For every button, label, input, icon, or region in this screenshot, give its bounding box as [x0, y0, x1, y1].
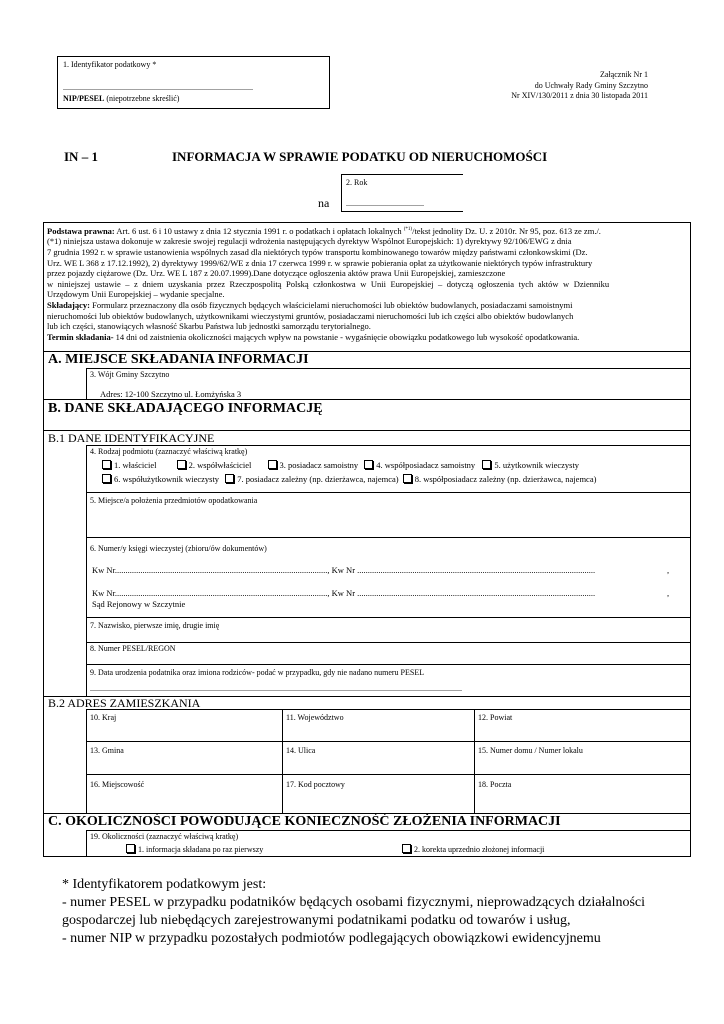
attachment-note	[511, 70, 648, 102]
circumstance-option-2[interactable]	[402, 844, 544, 855]
b1-title: B.1 DANE IDENTYFIKACYJNE	[48, 431, 215, 445]
subject-label-4: 4. współposiadacz samoistny	[376, 460, 476, 470]
circumstance-label-2: 2. korekta uprzednio złożonej informacji	[414, 845, 545, 854]
subject-label-5: 5. użytkownik wieczysty	[494, 460, 580, 470]
checkbox-icon[interactable]	[126, 844, 135, 853]
attachment-line1: Załącznik Nr 1	[600, 70, 648, 79]
nip-pesel-text: NIP/PESEL	[63, 94, 105, 103]
identifier-box	[57, 56, 330, 109]
checkbox-icon[interactable]	[102, 460, 111, 469]
filers-text1: Formularz przeznaczony dla osób fizycznych będących właścicielami nieruchomości lub obiektów budowlanych, posiadaczami samoistnymi	[89, 299, 573, 310]
deadline-line	[47, 332, 689, 343]
subject-label-8: 8. współposiadacz zależny (np. dzierżawca, najemca)	[414, 474, 597, 484]
subject-option-8[interactable]	[403, 474, 597, 484]
legal-line4: Urz. WE L 368 z 17.12.1992), 2) dyrektywy 1999/62/WE z dnia 17 czerwca 1999 r. w sprawie pobierania opłat za użytkowanie niektórych typów infrastruktury	[47, 257, 593, 268]
field8-label: 8. Numer PESEL/REGON	[90, 644, 176, 653]
kw-row-2-end: ,	[667, 588, 670, 598]
b2-title: B.2 ADRES ZAMIESZKANIA	[48, 696, 201, 710]
legal-line2: (*1) niniejsza ustawa dokonuje w zakresie swojej regulacji wdrożenia następujących dyrektyw Wspólnot Europejskich: 1) dyrektywy 92/106/EWG z dnia	[47, 236, 572, 247]
section-c-title: C. OKOLICZNOŚCI POWODUJĄCE KONIECZNOŚĆ ZŁOŻENIA INFORMACJI	[48, 814, 561, 829]
b2-row-line-1	[86, 741, 691, 742]
subject-label-7: 7. posiadacz zależny (np. dzierżawca, najemca)	[237, 474, 399, 484]
checkbox-icon[interactable]	[268, 460, 277, 469]
year-na: na	[318, 196, 330, 210]
year-top-line	[341, 174, 463, 175]
field5-input[interactable]	[88, 506, 688, 536]
field3-address: Adres: 12-100 Szczytno ul. Łomżyńska 3	[100, 389, 242, 399]
field7-label: 7. Nazwisko, pierwsze imię, drugie imię	[90, 621, 220, 630]
section-a-title: A. MIEJSCE SKŁADANIA INFORMACJI	[48, 352, 309, 367]
field7-bottom	[86, 642, 691, 643]
section-c-bottom	[86, 830, 691, 831]
deadline-text: 14 dni od zaistnienia okoliczności mających wpływ na powstanie - wygaśnięcie obowiązku podatkowego lub wysokość opodatkowania.	[113, 331, 580, 342]
b1-indent	[86, 445, 87, 696]
checkbox-icon[interactable]	[402, 844, 411, 853]
subject-label-1: 1. właściciel	[114, 460, 157, 470]
kw-row-1-end: ,	[667, 565, 670, 575]
legal-basis-block	[47, 225, 689, 342]
field17-label[interactable]: 17. Kod pocztowy	[286, 780, 345, 789]
nip-pesel-label	[63, 94, 179, 104]
field8-input[interactable]	[88, 654, 688, 664]
kw-row-2[interactable]	[92, 588, 670, 599]
b1-bottom	[86, 445, 691, 446]
footnote-line3: gospodarczej lub niebędących zarejestrowanymi podatnikami podatku od towarów i usług,	[62, 913, 571, 928]
field14-label[interactable]: 14. Ulica	[286, 746, 316, 755]
section-b-title: B. DANE SKŁADAJĄCEGO INFORMACJĘ	[48, 401, 323, 416]
section-c-indent	[86, 830, 87, 857]
b2-col-line-1	[282, 709, 283, 813]
subject-row-1	[102, 460, 579, 471]
checkbox-icon[interactable]	[102, 474, 111, 483]
footnote-line2: - numer PESEL w przypadku podatników będących osobami fizycznymi, nieprowadzących działalności	[62, 895, 646, 910]
circumstance-label-1: 1. informacja składana po raz pierwszy	[138, 845, 264, 854]
b2-col-line-2	[474, 709, 475, 813]
field10-label[interactable]: 10. Kraj	[90, 713, 117, 722]
b2-row-line-2	[86, 774, 691, 775]
checkbox-icon[interactable]	[177, 460, 186, 469]
form-code: IN – 1	[64, 149, 98, 164]
field6-label: 6. Numer/y księgi wieczystej (zbioru/ów dokumentów)	[90, 544, 267, 553]
filers-line2: nieruchomości lub obiektów budowlanych, użytkownikami wieczystymi gruntów, posiadaczami nieruchomości lub ich części albo obiektów budowlanych	[47, 310, 574, 321]
subject-label-3: 3. posiadacz samoistny	[279, 460, 359, 470]
field7-input[interactable]	[88, 631, 688, 641]
field5-bottom	[86, 537, 691, 538]
filers-head: Składający:	[47, 299, 90, 310]
basis-text2: /tekst jednolity Dz. U. z 2010r. Nr 95, poz. 613 ze zm./.	[412, 225, 601, 236]
legal-basis-line1	[47, 225, 689, 236]
field4-label: 4. Rodzaj podmiotu (zaznaczyć właściwą kratkę)	[90, 447, 248, 456]
field8-bottom	[86, 664, 691, 665]
filers-line1	[47, 300, 689, 311]
basis-head: Podstawa prawna:	[47, 225, 115, 236]
year-label: 2. Rok	[346, 178, 368, 187]
year-input[interactable]: .......................................	[346, 199, 424, 208]
basis-sup: (*1)	[403, 227, 413, 232]
legal-line5: przez pojazdy ciężarowe (Dz. Urz. WE L 187 z 20.07.1999).Dane dotyczące ogłoszenia aktów prawa Unii Europejskiej, zamieszczone	[47, 268, 506, 279]
section-a-bottom	[86, 368, 691, 369]
section-b-top	[43, 399, 691, 400]
checkbox-icon[interactable]	[364, 460, 373, 469]
kw-row-2-text: Kw Nr...................................................................................................., Kw Nr ................................................................................................................	[92, 588, 596, 598]
deadline-head: Termin składania-	[47, 331, 114, 342]
b2-indent	[86, 709, 87, 813]
attachment-line2: do Uchwały Rady Gminy Szczytno	[534, 80, 648, 90]
section-a-indent	[86, 368, 87, 399]
field15-label[interactable]: 15. Numer domu / Numer lokalu	[478, 746, 583, 755]
kw-row-1[interactable]	[92, 565, 687, 576]
identifier-label: 1. Identyfikator podatkowy *	[63, 60, 157, 69]
field16-label[interactable]: 16. Miejscowość	[90, 780, 145, 789]
identifier-input[interactable]: ...............................................................................................	[63, 83, 253, 92]
subject-option-3[interactable]	[268, 460, 359, 470]
field9-label: 9. Data urodzenia podatnika oraz imiona rodziców- podać w przypadku, gdy nie nadano numeru PESEL	[90, 668, 425, 677]
subject-option-2[interactable]	[177, 460, 252, 470]
filers-line3: lub ich części, stanowiących własność Skarbu Państwa lub jednostki samorządu terytorialnego.	[47, 321, 371, 332]
field6-bottom	[86, 617, 691, 618]
field4-bottom	[86, 492, 691, 493]
checkbox-icon[interactable]	[482, 460, 491, 469]
field13-label[interactable]: 13. Gmina	[90, 746, 124, 755]
form-title: INFORMACJA W SPRAWIE PODATKU OD NIERUCHOMOŚCI	[172, 149, 548, 164]
court-name: Sąd Rejonowy w Szczytnie	[92, 599, 186, 609]
subject-option-7[interactable]	[225, 474, 398, 484]
subject-row-2	[102, 474, 596, 485]
subject-label-2: 2. współwłaściciel	[188, 460, 252, 470]
field3-label: 3. Wójt Gminy Szczytno	[90, 370, 170, 379]
subject-option-4[interactable]	[364, 460, 475, 470]
checkbox-icon[interactable]	[403, 474, 412, 483]
b2-bottom	[86, 709, 691, 710]
subject-option-1[interactable]	[102, 460, 156, 470]
legal-line6: w niniejszej ustawie – z dniem uzyskania przez Rzeczpospolitą Polską członkostwa w Unii Europejskiej – dotyczą ogłoszenia tych aktów w Dzienniku	[47, 278, 610, 289]
legal-line3: 7 grudnia 1992 r. w sprawie ustanowienia wspólnych zasad dla niektórych typów transportu kombinowanego towarów między państwami członkowskimi (Dz.	[47, 247, 588, 258]
field5-label: 5. Miejsce/a położenia przedmiotów opodatkowania	[90, 496, 258, 505]
circumstance-option-1[interactable]	[126, 844, 263, 855]
footnote-line4: - numer NIP w przypadku pozostałych podmiotów podlegających obowiązkowi ewidencyjnemu	[62, 931, 601, 946]
legal-line7: Urzędowym Unii Europejskiej – wydanie specjalne.	[47, 289, 225, 300]
nip-pesel-note: (niepotrzebne skreślić)	[104, 94, 180, 103]
subject-label-6: 6. współużytkownik wieczysty	[114, 474, 220, 484]
subject-option-5[interactable]	[482, 460, 579, 470]
footnote-line1: * Identyfikatorem podatkowym jest:	[62, 877, 267, 892]
attachment-line3: Nr XIV/130/2011 z dnia 30 listopada 2011	[511, 91, 648, 100]
kw-row-1-text: Kw Nr...................................................................................................., Kw Nr ................................................................................................................	[92, 565, 596, 575]
year-bottom-line	[341, 211, 463, 212]
field12-label[interactable]: 12. Powiat	[478, 713, 513, 722]
subject-option-6[interactable]	[102, 474, 219, 484]
field9-input[interactable]: ..........................................................................................................................................................................................	[90, 684, 462, 693]
field19-label: 19. Okoliczności (zaznaczyć właściwą kratkę)	[90, 832, 239, 841]
year-left-line	[341, 174, 342, 212]
footnote	[62, 876, 645, 948]
field11-label[interactable]: 11. Województwo	[286, 713, 344, 722]
checkbox-icon[interactable]	[225, 474, 234, 483]
field18-label[interactable]: 18. Poczta	[478, 780, 512, 789]
basis-text1: Art. 6 ust. 6 i 10 ustawy z dnia 12 stycznia 1991 r. o podatkach i opłatach lokalnych	[114, 225, 404, 236]
